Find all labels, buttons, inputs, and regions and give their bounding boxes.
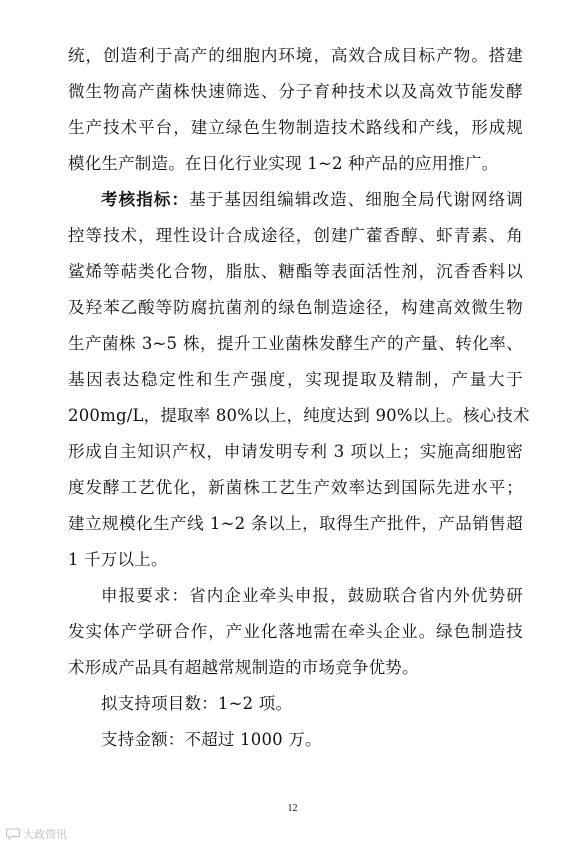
- watermark-text: 大政资讯: [23, 828, 67, 841]
- chat-bubble-icon: [6, 828, 20, 840]
- text-line: 建立规模化生产线 1~2 条以上，取得生产批件，产品销售超: [68, 514, 523, 533]
- text-line: 术形成产品具有超越常规制造的市场竞争优势。: [68, 658, 419, 677]
- watermark: [6, 826, 67, 842]
- text-line: 鲨烯等萜类化合物，脂肽、糖酯等表面活性剂，沉香香料以: [68, 262, 523, 281]
- text-line: 统，创造利于高产的细胞内环境，高效合成目标产物。搭建: [68, 46, 523, 65]
- indicators-label: 考核指标：: [101, 190, 190, 209]
- text-line: 1 千万以上。: [68, 550, 168, 569]
- funding-amount: 支持金额：不超过 1000 万。: [101, 730, 322, 749]
- text-line: 生产菌株 3~5 株，提升工业菌株发酵生产的产量、转化率、: [68, 334, 523, 353]
- text-line: 控等技术，理性设计合成途径，创建广藿香醇、虾青素、角: [68, 226, 523, 245]
- text-line: 形成自主知识产权，申请发明专利 3 项以上；实施高细胞密: [68, 442, 523, 461]
- text-line: 发实体产学研合作，产业化落地需在牵头企业。绿色制造技: [68, 622, 523, 641]
- text-line: 模化生产制造。在日化行业实现 1~2 种产品的应用推广。: [68, 154, 499, 173]
- project-count: 拟支持项目数：1~2 项。: [101, 694, 293, 713]
- body-text: [68, 38, 530, 758]
- text-line: 及羟苯乙酸等防腐抗菌剂的绿色制造途径，构建高效微生物: [68, 298, 523, 317]
- text-line: 度发酵工艺优化，新菌株工艺生产效率达到国际先进水平；: [68, 478, 523, 497]
- text-line: 200mg/L，提取率 80%以上，纯度达到 90%以上。核心技术: [68, 406, 530, 425]
- indicators-first-line: [68, 182, 523, 218]
- text-line: 微生物高产菌株快速筛选、分子育种技术以及高效节能发酵: [68, 82, 523, 101]
- text-line: 生产技术平台，建立绿色生物制造技术路线和产线，形成规: [68, 118, 523, 137]
- page-number: 12: [287, 803, 298, 814]
- text-line: 申报要求：省内企业牵头申报，鼓励联合省内外优势研: [101, 586, 523, 605]
- indicators-first-line-text: 基于基因组编辑改造、细胞全局代谢网络调: [189, 190, 523, 209]
- text-line: 基因表达稳定性和生产强度，实现提取及精制，产量大于: [68, 370, 523, 389]
